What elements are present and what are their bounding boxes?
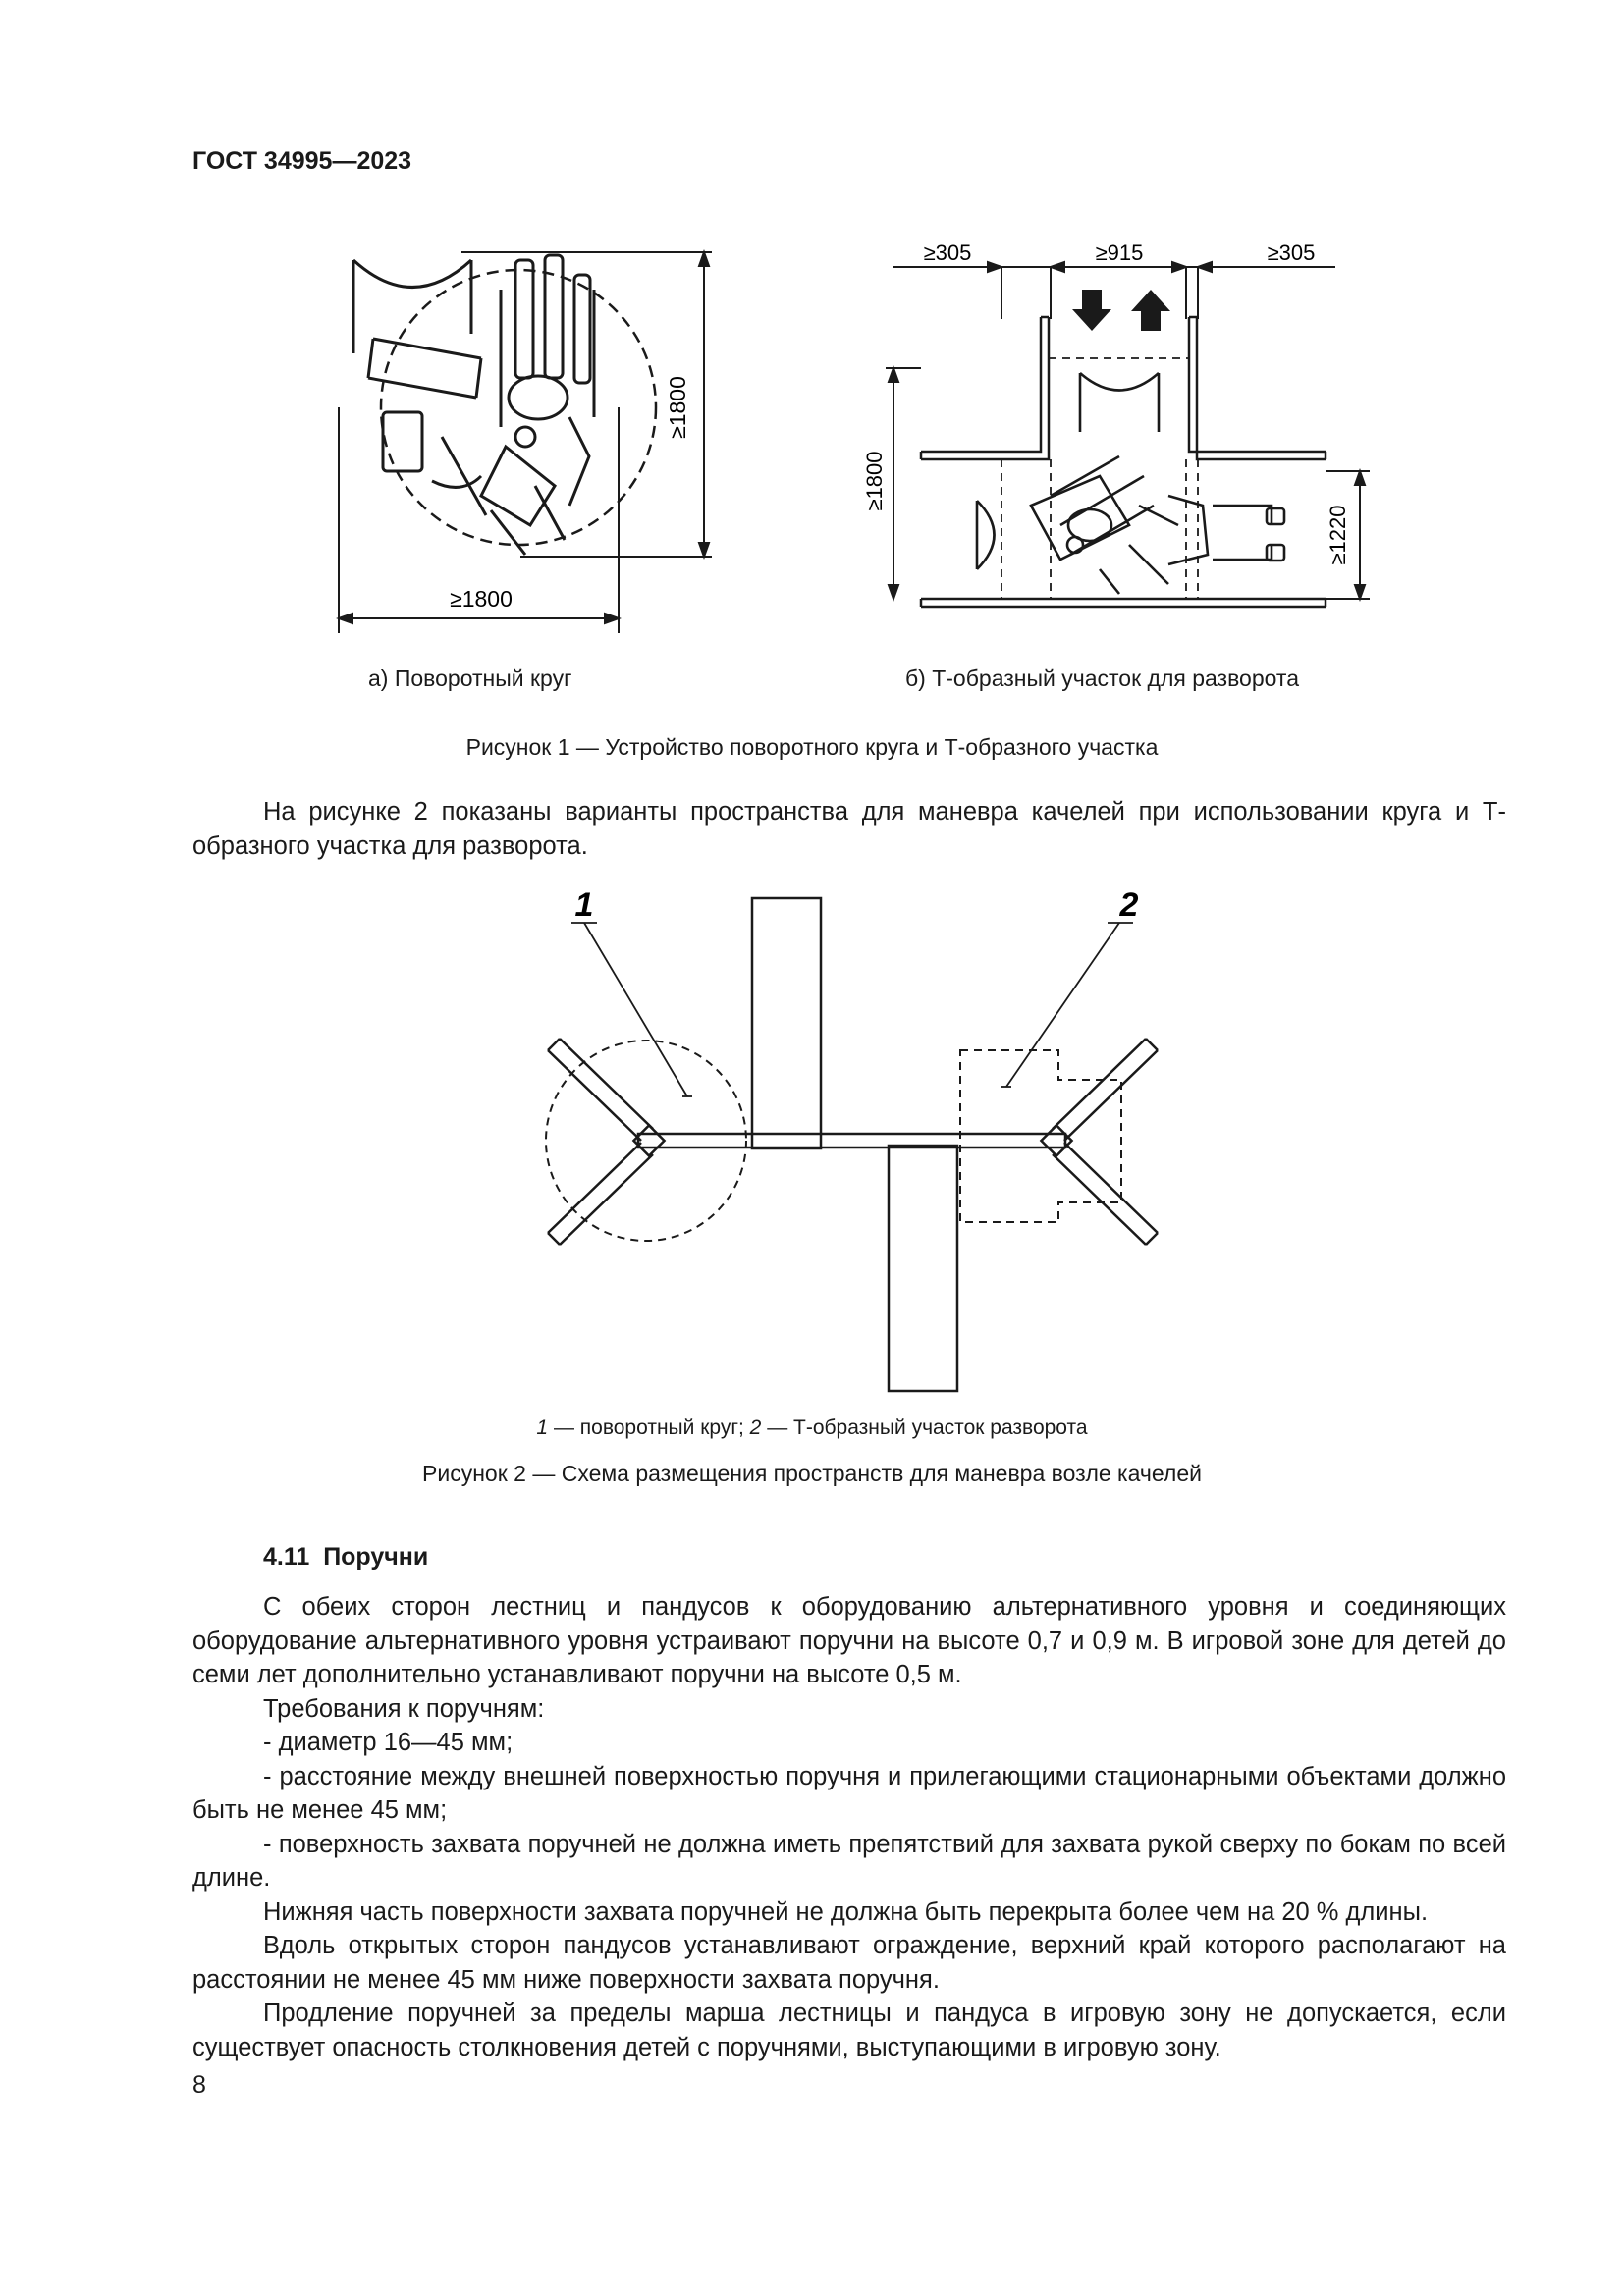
legend-num-2: 2 xyxy=(749,1416,762,1439)
swing-post-upper xyxy=(752,898,821,1148)
fig2-turning-circle xyxy=(546,1041,746,1241)
figure2-legend xyxy=(0,1416,1624,1440)
fig2-label-2: 2 xyxy=(1119,886,1139,924)
figure2-drawing xyxy=(530,879,1198,1389)
section-number: 4.11 xyxy=(263,1543,310,1571)
body-p2: Требования к поручням: xyxy=(263,1694,545,1723)
turning-circle xyxy=(381,270,656,545)
fig1b-dim-middle: ≥915 xyxy=(1095,240,1144,265)
body-p1: С обеих сторон лестниц и пандусов к оборудованию альтернативного уровня и соединяющих оборудование альтернативного уровня устраивают поручни на высоте 0,7 и 0,9 м. В игровой зоне для детей до семи лет дополнительно устанавливают поручни на высоте 0,5 м. xyxy=(192,1593,1506,1688)
figure1-caption: Рисунок 1 — Устройство поворотного круга и Т-образного участка xyxy=(465,734,1159,760)
fig1b-dim-arm: ≥1220 xyxy=(1326,505,1350,565)
section-heading xyxy=(263,1543,428,1572)
legend-text-1: — поворотный круг; xyxy=(548,1416,750,1439)
fig1a-dim-width: ≥1800 xyxy=(450,586,513,612)
figure1b-caption: б) Т-образный участок для разворота xyxy=(905,666,1299,691)
legend-text-2: — Т-образный участок разворота xyxy=(761,1416,1088,1439)
fig1b-dim-left: ≥305 xyxy=(923,240,972,265)
arrow-up-icon xyxy=(1131,290,1170,331)
swing-beam xyxy=(638,1134,1065,1148)
intro-text: На рисунке 2 показаны варианты пространства для маневра качелей при использовании круга и Т-образного участка для разворота. xyxy=(192,798,1506,860)
body-p3: Нижняя часть поверхности захвата поручней не должна быть перекрыта более чем на 20 % длины. xyxy=(263,1897,1429,1926)
body-li1: - диаметр 16—45 мм; xyxy=(263,1729,514,1756)
figure1a-caption: а) Поворотный круг xyxy=(368,666,572,691)
wheelchair-sketch-b xyxy=(977,373,1284,594)
intro-paragraph xyxy=(192,795,1506,863)
fig2-label-1: 1 xyxy=(574,886,594,924)
document-header: ГОСТ 34995—2023 xyxy=(192,147,412,175)
page-number: 8 xyxy=(192,2071,206,2099)
arrow-down-icon xyxy=(1072,290,1111,331)
wheelchair-sketch-a xyxy=(353,255,594,555)
body-p4: Вдоль открытых сторон пандусов устанавливают ограждение, верхний край которого располагают на расстоянии не менее 45 мм ниже поверхности захвата поручня. xyxy=(192,1932,1506,1994)
body-p5: Продление поручней за пределы марша лестницы и пандуса в игровую зону не допускается, если существует опасность столкновения детей с поручнями, выступающими в игровую зону. xyxy=(192,2000,1506,2061)
section-body xyxy=(192,1590,1506,2064)
section-title: Поручни xyxy=(323,1543,429,1571)
figure1a-drawing xyxy=(314,231,727,648)
fig1b-dim-right: ≥305 xyxy=(1267,240,1316,265)
figure2-caption: Рисунок 2 — Схема размещения пространств для маневра возле качелей xyxy=(422,1461,1202,1486)
body-li3: - поверхность захвата поручней не должна иметь препятствий для захвата рукой сверху по бокам по всей длине. xyxy=(192,1830,1506,1892)
fig1a-dim-height: ≥1800 xyxy=(665,376,690,439)
legend-num-1: 1 xyxy=(536,1416,549,1439)
fig1b-dim-height: ≥1800 xyxy=(862,451,887,511)
figure1b-drawing xyxy=(862,231,1375,623)
body-li2: - расстояние между внешней поверхностью поручня и прилегающими стационарными объектами должно быть не менее 45 мм; xyxy=(192,1762,1506,1824)
swing-post-lower xyxy=(889,1146,957,1391)
